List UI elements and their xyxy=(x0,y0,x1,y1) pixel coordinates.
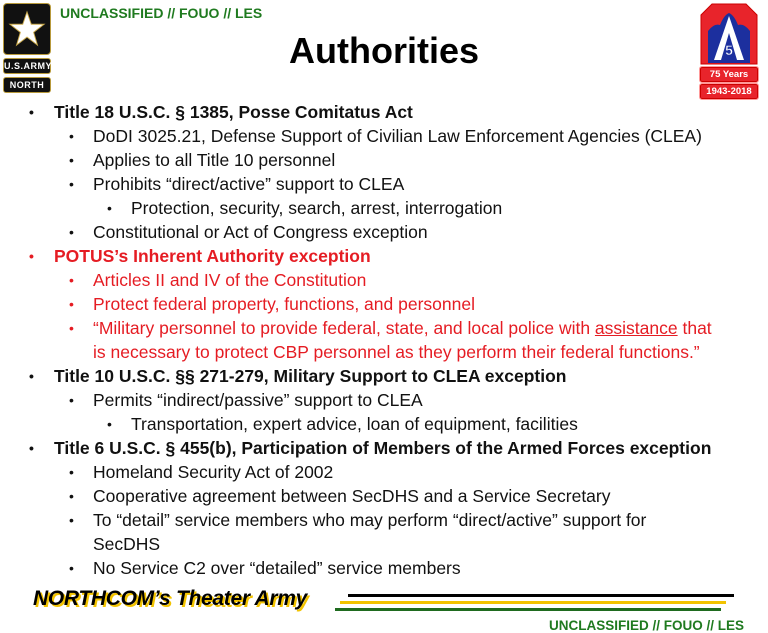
footer-stripe-gold xyxy=(340,601,726,604)
fifth-army-logo xyxy=(700,3,762,99)
bullet-icon: • xyxy=(69,176,74,192)
fifth-army-dates: 1943-2018 xyxy=(700,84,758,99)
footer-stripe-black xyxy=(348,594,734,597)
army-logo-line2: NORTH xyxy=(3,77,51,93)
bullet-icon: • xyxy=(29,104,34,120)
bullet-title6-exception: • Title 6 U.S.C. § 455(b), Participation of Members of the Armed Forces exception xyxy=(29,438,712,458)
bullet-transportation: • Transportation, expert advice, loan of equipment, facilities xyxy=(107,414,578,434)
bullet-icon: • xyxy=(69,392,74,408)
footer-stripe-green xyxy=(335,608,721,611)
bullet-cooperative: • Cooperative agreement between SecDHS and a Service Secretary xyxy=(69,486,611,506)
bullet-detail-continuation: SecDHS xyxy=(93,534,161,554)
bullet-icon: • xyxy=(29,368,34,384)
classification-banner-top: UNCLASSIFIED // FOUO // LES xyxy=(60,5,263,21)
bullet-potus-authority: • POTUS’s Inherent Authority exception xyxy=(29,246,371,266)
bullet-constitutional: • Constitutional or Act of Congress exception xyxy=(69,222,428,242)
page-title: Authorities xyxy=(288,30,479,71)
army-logo-line1: U.S.ARMY xyxy=(3,58,51,74)
bullet-icon: • xyxy=(69,272,74,288)
bullet-icon: • xyxy=(29,248,34,264)
underlined-assistance: assistance xyxy=(594,318,678,338)
fifth-army-shield-icon xyxy=(700,3,758,65)
bullet-icon: • xyxy=(69,128,74,144)
footer-tagline: NORTHCOM’s Theater Army xyxy=(33,587,307,610)
bullet-icon: • xyxy=(107,416,112,432)
bullet-icon: • xyxy=(69,296,74,312)
bullet-title10-personnel: • Applies to all Title 10 personnel xyxy=(69,150,336,170)
bullet-icon: • xyxy=(69,512,74,528)
bullet-icon: • xyxy=(69,320,74,336)
bullet-icon: • xyxy=(29,440,34,456)
bullet-detail: • To “detail” service members who may perform “direct/active” support for xyxy=(69,510,647,530)
bullet-military-quote: • “Military personnel to provide federal, state, and local police with assistance that xyxy=(69,318,712,338)
bullet-icon: • xyxy=(107,200,112,216)
bullet-protection: • Protection, security, search, arrest, interrogation xyxy=(107,198,503,218)
bullet-icon: • xyxy=(69,224,74,240)
bullet-icon: • xyxy=(69,464,74,480)
bullet-icon: • xyxy=(69,152,74,168)
bullet-protect-federal: • Protect federal property, functions, and personnel xyxy=(69,294,475,314)
bullet-homeland-security: • Homeland Security Act of 2002 xyxy=(69,462,334,482)
bullet-prohibits: • Prohibits “direct/active” support to CLEA xyxy=(69,174,405,194)
classification-banner-bottom: UNCLASSIFIED // FOUO // LES xyxy=(548,618,744,633)
bullet-permits: • Permits “indirect/passive” support to CLEA xyxy=(69,390,423,410)
bullet-articles: • Articles II and IV of the Constitution xyxy=(69,270,367,290)
bullet-dodi: • DoDI 3025.21, Defense Support of Civilian Law Enforcement Agencies (CLEA) xyxy=(69,126,702,146)
bullet-icon: • xyxy=(69,560,74,576)
bullet-military-quote-continuation: is necessary to protect CBP personnel as they perform their federal functions.” xyxy=(93,342,700,362)
bullet-posse-comitatus: • Title 18 U.S.C. § 1385, Posse Comitatus Act xyxy=(29,102,413,122)
fifth-army-years: 75 Years xyxy=(700,67,758,82)
bullet-title10-exception: • Title 10 U.S.C. §§ 271-279, Military Support to CLEA exception xyxy=(29,366,567,386)
bullet-no-c2: • No Service C2 over “detailed” service members xyxy=(69,558,461,578)
svg-text:5: 5 xyxy=(725,42,733,58)
bullet-icon: • xyxy=(69,488,74,504)
